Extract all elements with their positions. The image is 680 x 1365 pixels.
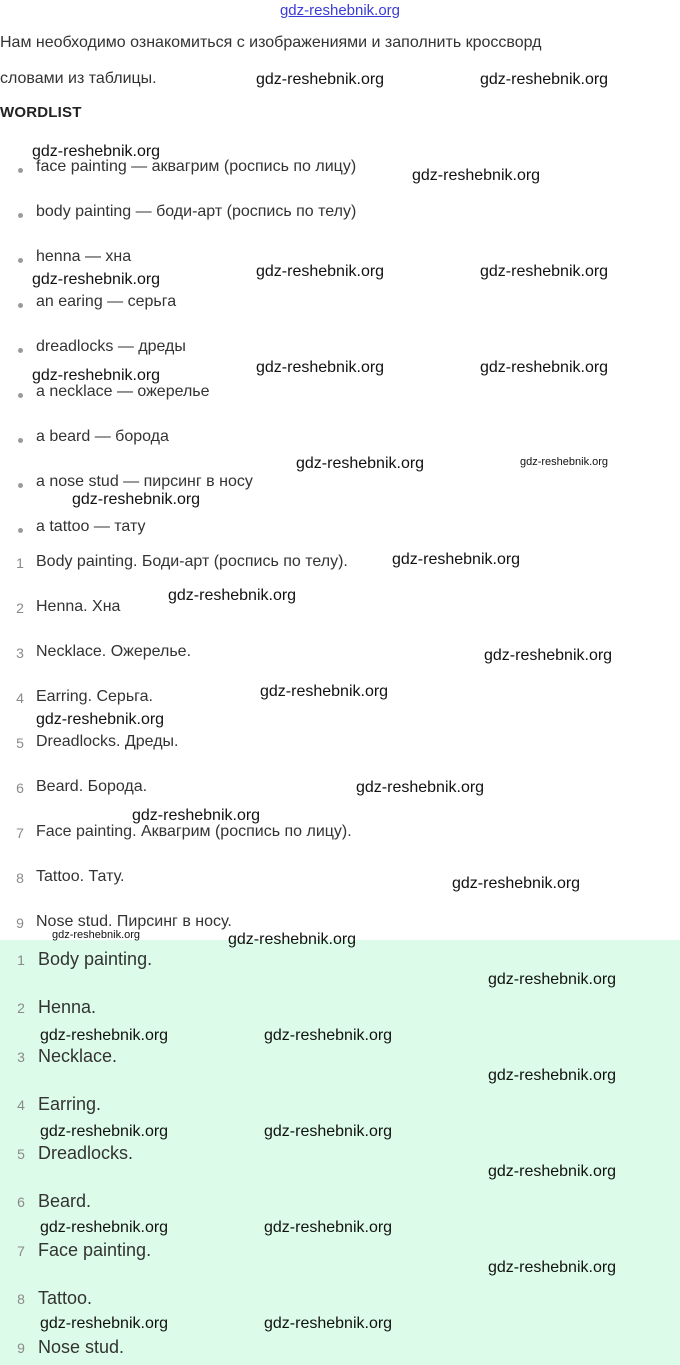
watermark: gdz-reshebnik.org bbox=[488, 1259, 617, 1276]
answer-text: Nose stud. Пирсинг в носу. bbox=[36, 913, 232, 930]
watermark: gdz-reshebnik.org bbox=[36, 711, 165, 728]
answer-number: 9 bbox=[16, 915, 24, 931]
watermark: gdz-reshebnik.org bbox=[52, 929, 141, 941]
intro-line-1: Нам необходимо ознакомиться с изображениями и заполнить кроссворд bbox=[0, 34, 542, 51]
watermark: gdz-reshebnik.org bbox=[256, 71, 385, 88]
final-answer-number: 2 bbox=[17, 1000, 25, 1016]
final-answer-number: 8 bbox=[17, 1291, 25, 1307]
final-answer-text: Henna. bbox=[38, 997, 97, 1017]
final-answer-number: 6 bbox=[17, 1194, 25, 1210]
final-answer-text: Tattoo. bbox=[38, 1288, 93, 1308]
bullet-icon bbox=[18, 213, 23, 218]
watermark: gdz-reshebnik.org bbox=[296, 455, 425, 472]
answer-text: Dreadlocks. Дреды. bbox=[36, 733, 179, 750]
watermark: gdz-reshebnik.org bbox=[260, 683, 389, 700]
watermark: gdz-reshebnik.org bbox=[32, 367, 161, 384]
watermark: gdz-reshebnik.org bbox=[480, 71, 609, 88]
bullet-icon bbox=[18, 303, 23, 308]
bullet-icon bbox=[18, 438, 23, 443]
answer-number: 5 bbox=[16, 735, 24, 751]
answer-text: Tattoo. Тату. bbox=[36, 868, 125, 885]
final-answer-text: Nose stud. bbox=[38, 1337, 125, 1357]
final-answer-number: 5 bbox=[17, 1146, 25, 1162]
wordlist-title: WORDLIST bbox=[0, 104, 82, 121]
watermark: gdz-reshebnik.org bbox=[32, 143, 161, 160]
wordlist-item: a beard — борода bbox=[36, 428, 169, 445]
answer-number: 2 bbox=[16, 600, 24, 616]
wordlist-item: an earing — серьга bbox=[36, 293, 177, 310]
final-answer-number: 4 bbox=[17, 1097, 25, 1113]
answer-number: 6 bbox=[16, 780, 24, 796]
final-answer-text: Dreadlocks. bbox=[38, 1143, 134, 1163]
bullet-icon bbox=[18, 528, 23, 533]
final-answer-text: Earring. bbox=[38, 1094, 102, 1114]
watermark: gdz-reshebnik.org bbox=[256, 263, 385, 280]
answer-text: Henna. Хна bbox=[36, 598, 121, 615]
watermark: gdz-reshebnik.org bbox=[264, 1219, 393, 1236]
site-header-link[interactable]: gdz-reshebnik.org bbox=[279, 2, 401, 19]
watermark: gdz-reshebnik.org bbox=[488, 1163, 617, 1180]
wordlist-item: a necklace — ожерелье bbox=[36, 383, 210, 400]
wordlist-item: dreadlocks — дреды bbox=[36, 338, 186, 355]
answer-number: 8 bbox=[16, 870, 24, 886]
watermark: gdz-reshebnik.org bbox=[480, 263, 609, 280]
bullet-icon bbox=[18, 258, 23, 263]
watermark: gdz-reshebnik.org bbox=[32, 271, 161, 288]
final-answer-number: 3 bbox=[17, 1049, 25, 1065]
final-answer-text: Body painting. bbox=[38, 949, 153, 969]
answer-text: Beard. Борода. bbox=[36, 778, 148, 795]
answer-number: 3 bbox=[16, 645, 24, 661]
watermark: gdz-reshebnik.org bbox=[228, 931, 357, 948]
bullet-icon bbox=[18, 348, 23, 353]
watermark: gdz-reshebnik.org bbox=[264, 1123, 393, 1140]
wordlist-item: henna — хна bbox=[36, 248, 132, 265]
wordlist-item: body painting — боди-арт (роспись по телу) bbox=[36, 203, 357, 220]
bullet-icon bbox=[18, 168, 23, 173]
final-answer-number: 1 bbox=[17, 952, 25, 968]
watermark: gdz-reshebnik.org bbox=[40, 1219, 169, 1236]
watermark: gdz-reshebnik.org bbox=[412, 167, 541, 184]
watermark: gdz-reshebnik.org bbox=[40, 1123, 169, 1140]
final-answer-number: 9 bbox=[17, 1340, 25, 1356]
watermark: gdz-reshebnik.org bbox=[356, 779, 485, 796]
watermark: gdz-reshebnik.org bbox=[452, 875, 581, 892]
final-answer-text: Beard. bbox=[38, 1191, 92, 1211]
watermark: gdz-reshebnik.org bbox=[264, 1027, 393, 1044]
watermark: gdz-reshebnik.org bbox=[488, 1067, 617, 1084]
watermark: gdz-reshebnik.org bbox=[264, 1315, 393, 1332]
watermark: gdz-reshebnik.org bbox=[40, 1315, 169, 1332]
answer-text: Body painting. Боди-арт (роспись по телу). bbox=[36, 553, 348, 570]
watermark: gdz-reshebnik.org bbox=[256, 359, 385, 376]
bullet-icon bbox=[18, 393, 23, 398]
watermark: gdz-reshebnik.org bbox=[132, 807, 261, 824]
watermark: gdz-reshebnik.org bbox=[520, 456, 609, 468]
bullet-icon bbox=[18, 483, 23, 488]
watermark: gdz-reshebnik.org bbox=[480, 359, 609, 376]
wordlist-item: a tattoo — тату bbox=[36, 518, 146, 535]
wordlist-item: a nose stud — пирсинг в носу bbox=[36, 473, 253, 490]
answer-number: 7 bbox=[16, 825, 24, 841]
answer-number: 4 bbox=[16, 690, 24, 706]
watermark: gdz-reshebnik.org bbox=[72, 491, 201, 508]
answer-number: 1 bbox=[16, 555, 24, 571]
answer-text: Earring. Серьга. bbox=[36, 688, 153, 705]
answer-text: Necklace. Ожерелье. bbox=[36, 643, 192, 660]
intro-line-2: словами из таблицы. bbox=[0, 70, 157, 87]
watermark: gdz-reshebnik.org bbox=[484, 647, 613, 664]
final-answer-number: 7 bbox=[17, 1243, 25, 1259]
watermark: gdz-reshebnik.org bbox=[488, 971, 617, 988]
final-answer-text: Necklace. bbox=[38, 1046, 118, 1066]
watermark: gdz-reshebnik.org bbox=[168, 587, 297, 604]
final-answer-text: Face painting. bbox=[38, 1240, 152, 1260]
watermark: gdz-reshebnik.org bbox=[392, 551, 521, 568]
answer-text: Face painting. Аквагрим (роспись по лицу). bbox=[36, 823, 352, 840]
watermark: gdz-reshebnik.org bbox=[40, 1027, 169, 1044]
wordlist-item: face painting — аквагрим (роспись по лицу) bbox=[36, 158, 357, 175]
